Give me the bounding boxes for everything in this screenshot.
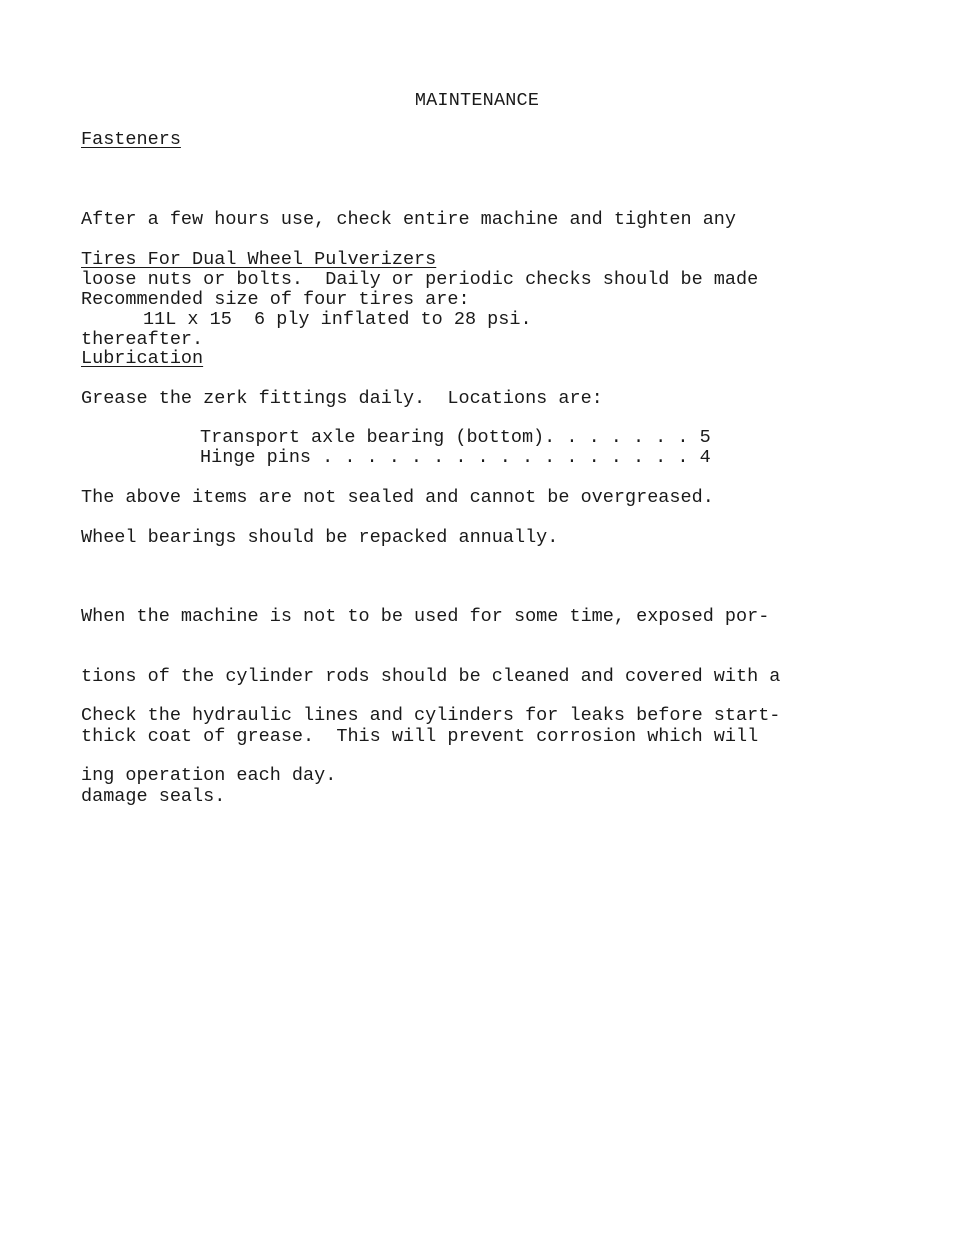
hydraulic-paragraph	[81, 666, 861, 826]
tires-spec: 11L x 15 6 ply inflated to 28 psi.	[143, 309, 532, 330]
paragraph-line: ing operation each day.	[81, 765, 337, 786]
tires-heading: Tires For Dual Wheel Pulverizers	[81, 249, 437, 270]
paragraph-line: loose nuts or bolts. Daily or periodic checks should be made	[81, 269, 759, 290]
location-item-hinge-pins: Hinge pins . . . . . . . . . . . . . . . . . 4	[200, 447, 711, 468]
paragraph-line: Check the hydraulic lines and cylinders for leaks before start-	[81, 705, 781, 726]
paragraph-line: When the machine is not to be used for some time, exposed por-	[81, 606, 770, 627]
paragraph-line: After a few hours use, check entire machine and tighten any	[81, 209, 737, 230]
lubrication-intro: Grease the zerk fittings daily. Locations are:	[81, 388, 603, 409]
paragraph-line: thereafter.	[81, 329, 204, 350]
paragraph-line: thick coat of grease. This will prevent corrosion which will	[81, 726, 759, 747]
paragraph-line: damage seals.	[81, 786, 226, 807]
wheel-bearings-note: Wheel bearings should be repacked annually.	[81, 527, 559, 548]
paragraph-line: tions of the cylinder rods should be cleaned and covered with a	[81, 666, 781, 687]
lubrication-heading: Lubrication	[81, 348, 204, 369]
sealed-note: The above items are not sealed and cannot be overgreased.	[81, 487, 714, 508]
tires-intro: Recommended size of four tires are:	[81, 289, 470, 310]
location-item-transport-axle: Transport axle bearing (bottom). . . . . . . 5	[200, 427, 711, 448]
page-title: MAINTENANCE	[414, 90, 540, 111]
fasteners-heading: Fasteners	[81, 129, 181, 150]
